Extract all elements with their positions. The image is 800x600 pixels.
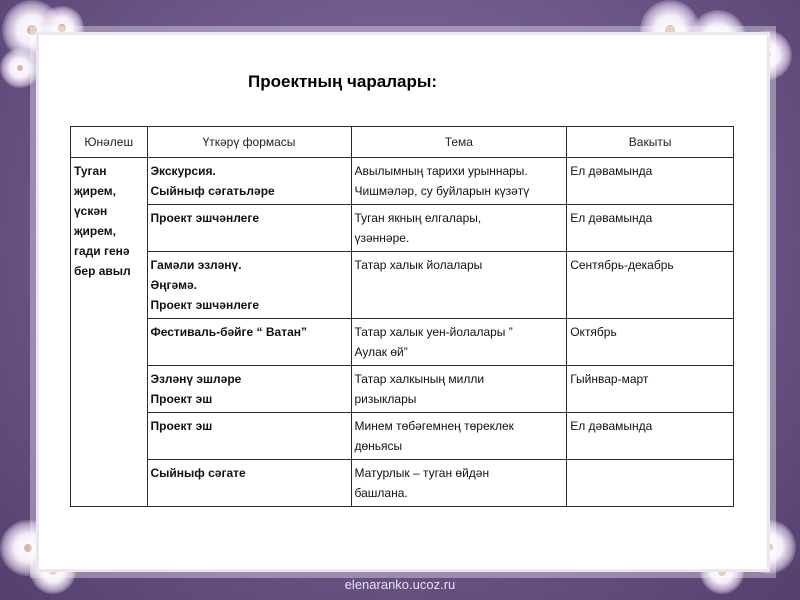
time-cell: Октябрь <box>567 319 734 366</box>
theme-cell: Минем төбәгемнең төреклек дөньясы <box>351 413 567 460</box>
page-title: Проектның чаралары: <box>248 72 438 91</box>
time-cell: Гыйнвар-март <box>567 366 734 413</box>
header-theme: Тема <box>351 127 567 158</box>
time-cell: Ел дәвамында <box>567 205 734 252</box>
theme-cell: Матурлык – туган өйдән башлана. <box>351 460 567 507</box>
form-cell: Проект эш <box>147 413 351 460</box>
time-cell <box>567 460 734 507</box>
direction-cell: Туган җирем, үскән җирем, гади генә бер авыл <box>71 158 148 507</box>
form-cell: Гамәли эзләнү. Әңгәмә. Проект эшчәнлеге <box>147 252 351 319</box>
time-cell: Ел дәвамында <box>567 413 734 460</box>
flower-decoration <box>0 48 40 88</box>
table-row <box>71 366 734 413</box>
theme-cell: Татар халык йолалары <box>351 252 567 319</box>
table-row <box>71 319 734 366</box>
form-cell: Проект эшчәнлеге <box>147 205 351 252</box>
table-row <box>71 413 734 460</box>
form-cell: Эзләнү эшләре Проект эш <box>147 366 351 413</box>
theme-cell: Туган якның елгалары, үзәннәре. <box>351 205 567 252</box>
header-direction: Юнәлеш <box>71 127 148 158</box>
table-row <box>71 158 734 205</box>
form-cell: Экскурсия. Сыйныф сәгатьләре <box>147 158 351 205</box>
time-cell: Сентябрь-декабрь <box>567 252 734 319</box>
theme-cell: Татар халкының милли ризыклары <box>351 366 567 413</box>
table-row <box>71 205 734 252</box>
header-form: Үткәрү формасы <box>147 127 351 158</box>
header-time: Вакыты <box>567 127 734 158</box>
table-header-row <box>71 127 734 158</box>
footer-watermark: elenaranko.ucoz.ru <box>344 577 456 592</box>
form-cell: Сыйныф сәгате <box>147 460 351 507</box>
time-cell: Ел дәвамында <box>567 158 734 205</box>
form-cell: Фестиваль-бәйге “ Ватан” <box>147 319 351 366</box>
events-table <box>70 126 734 507</box>
table-row <box>71 252 734 319</box>
theme-cell: Авылымның тарихи урыннары. Чишмәләр, су буйларын күзәтү <box>351 158 567 205</box>
theme-cell: Татар халык уен-йолалары ” Аулак өй” <box>351 319 567 366</box>
table-row <box>71 460 734 507</box>
